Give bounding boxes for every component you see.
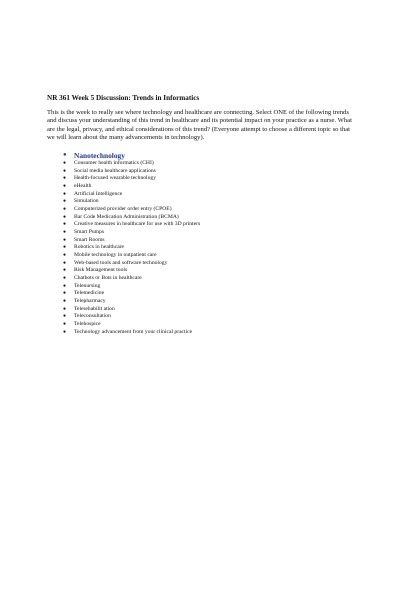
topic-label: Telehospice	[74, 320, 101, 327]
list-item	[63, 221, 357, 229]
topic-label: Consumer health informatics (CHI)	[74, 160, 154, 167]
topic-label: Robotics in healthcare	[74, 244, 125, 251]
topic-label: Telenursing	[74, 282, 101, 289]
list-item	[63, 206, 357, 214]
bullet-icon: ●	[63, 168, 67, 174]
bullet-icon: ●	[63, 275, 67, 281]
bullet-icon: ●	[63, 214, 67, 220]
topic-label: Risk Management tools	[74, 267, 128, 274]
topic-label: Telepharmacy	[74, 297, 106, 304]
topic-label: Web-based tools and software technology	[74, 259, 168, 266]
bullet-icon: ●	[63, 253, 67, 258]
topic-label: Health-focused wearable technology	[74, 175, 157, 182]
bullet-icon: ●	[63, 314, 67, 320]
selected-topic-label: Nanotechnology	[74, 150, 125, 160]
list-item	[63, 175, 357, 183]
bullet-icon: ●	[63, 184, 67, 190]
bullet-icon: ●	[63, 151, 67, 158]
topic-label: Chatbots or Bots in healthcare	[74, 274, 142, 281]
bullet-icon: ●	[63, 268, 67, 274]
list-item-selected	[63, 151, 357, 161]
bullet-icon: ●	[63, 283, 67, 289]
topic-label: Smart Pumps	[74, 229, 104, 236]
topic-label: Creative measures in healthcare for use with 3D printers	[74, 221, 201, 228]
topic-label: Social media healthcare applications	[74, 167, 156, 174]
list-item	[63, 191, 357, 199]
topic-label: Smart Rooms	[74, 236, 105, 243]
topic-label: Simulation	[74, 198, 99, 205]
list-item	[63, 198, 357, 206]
list-item	[63, 252, 357, 260]
list-item	[63, 244, 357, 252]
bullet-icon: ●	[63, 176, 67, 182]
list-item	[63, 321, 357, 329]
bullet-icon: ●	[63, 230, 67, 236]
topic-label: Telemedicine	[74, 290, 105, 297]
bullet-icon: ●	[63, 245, 67, 251]
topic-label: Telerehabilit ation	[74, 305, 115, 312]
bullet-icon: ●	[63, 222, 67, 228]
bullet-icon: ●	[63, 199, 67, 205]
bullet-icon: ●	[63, 191, 67, 197]
bullet-icon: ●	[63, 321, 67, 327]
topic-label: Technology advancement from your clinical practice	[74, 328, 193, 335]
list-item	[63, 290, 357, 298]
topic-list	[47, 151, 357, 337]
bullet-icon: ●	[63, 207, 67, 213]
topic-label: Artificial Intelligence	[74, 190, 123, 197]
list-item	[63, 260, 357, 268]
list-item	[63, 275, 357, 283]
list-item	[63, 160, 357, 168]
bullet-icon: ●	[63, 161, 67, 167]
list-item	[63, 229, 357, 237]
list-item	[63, 313, 357, 321]
list-item	[63, 267, 357, 275]
topic-label: Teleconsultation	[74, 313, 111, 320]
document-content	[47, 94, 357, 336]
bullet-icon: ●	[63, 237, 67, 243]
bullet-icon: ●	[63, 298, 67, 304]
topic-label: eHealth	[74, 183, 92, 190]
list-item	[63, 298, 357, 306]
topic-label: Mobile technology in outpatient care	[74, 252, 157, 258]
document-title: NR 361 Week 5 Discussion: Trends in Informatics	[47, 94, 200, 102]
list-item	[63, 329, 357, 337]
list-item	[63, 283, 357, 291]
bullet-icon: ●	[63, 306, 67, 312]
topic-label: Bar Code Medication Administration (BCMA)	[74, 213, 179, 220]
list-item	[63, 183, 357, 191]
bullet-icon: ●	[63, 291, 67, 297]
list-item	[63, 237, 357, 245]
bullet-icon: ●	[63, 260, 67, 266]
intro-paragraph: This is the week to really see where technology and healthcare are connecting. Select ONE of the following trends and discuss your understanding of this trend in healthcare and its potential impact on your practice as a nurse. What are the legal, privacy, and ethical considerations of this trend? (Everyone attempt to choose a different topic so that we will learn about the many advancements in technology).	[47, 109, 352, 142]
list-item	[63, 306, 357, 314]
bullet-icon: ●	[63, 329, 67, 335]
topic-label: Computerized provider order entry (CPOE)	[74, 206, 172, 213]
